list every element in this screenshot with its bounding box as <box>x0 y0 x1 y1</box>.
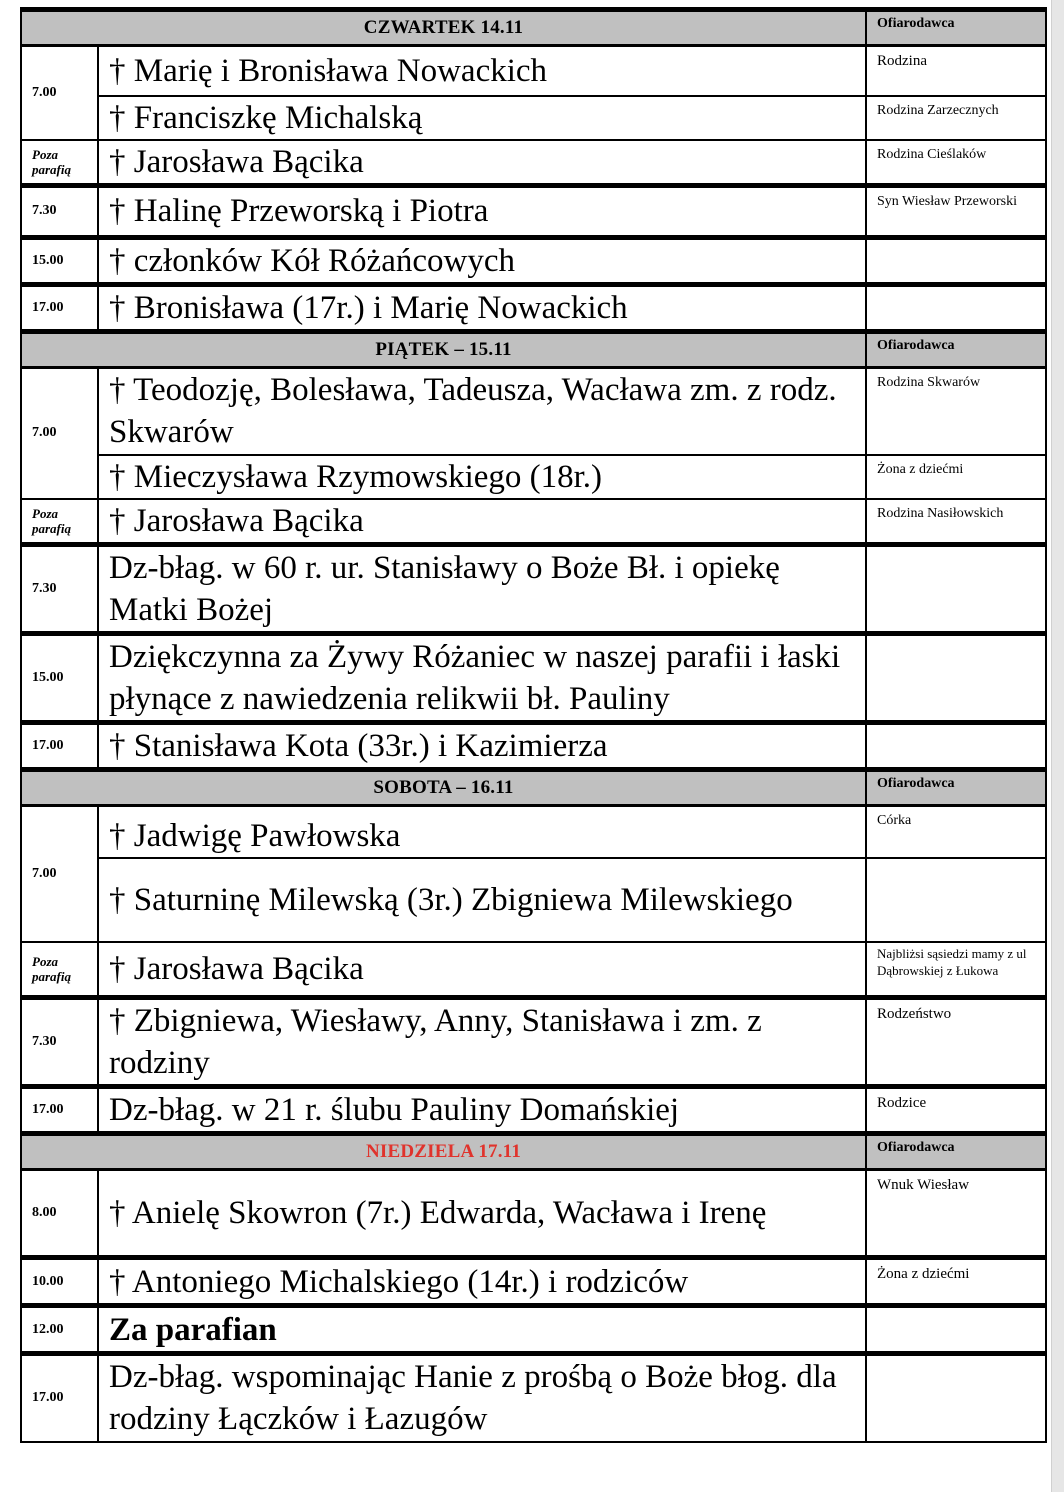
table-row <box>21 237 1046 284</box>
donor <box>866 284 1046 331</box>
donor: Rodzina Zarzecznych <box>866 96 1046 140</box>
donor: Rodzeństwo <box>866 998 1046 1087</box>
day-header-friday <box>21 331 1046 367</box>
donor <box>866 1306 1046 1354</box>
mass-intention: Dziękczynna za Żywy Różaniec w naszej parafii i łaski płynące z nawiedzenia relikwii bł. Pauliny <box>98 634 866 723</box>
table-row <box>21 806 1046 858</box>
table-row <box>21 1306 1046 1354</box>
donor: Rodzina Skwarów <box>866 367 1046 455</box>
table-row <box>21 858 1046 942</box>
mass-intention: † Marię i Bronisława Nowackich <box>98 46 866 96</box>
mass-time: 17.00 <box>21 284 98 331</box>
day-header-thursday <box>21 10 1046 46</box>
mass-intention: † Jarosława Bącika <box>98 140 866 186</box>
table-row <box>21 998 1046 1087</box>
donor: Córka <box>866 806 1046 858</box>
mass-time: 15.00 <box>21 634 98 723</box>
table-row <box>21 634 1046 723</box>
table-row <box>21 185 1046 237</box>
donor-column-header: Ofiarodawca <box>866 10 1046 46</box>
table-row <box>21 1087 1046 1134</box>
mass-intention: † Halinę Przeworską i Piotra <box>98 185 866 237</box>
table-row <box>21 1258 1046 1306</box>
mass-time: 7.00 <box>21 46 98 140</box>
day-title: NIEDZIELA 17.11 <box>21 1134 866 1170</box>
mass-intention: † Bronisława (17r.) i Marię Nowackich <box>98 284 866 331</box>
mass-time: 7.30 <box>21 545 98 634</box>
donor: Najbliżsi sąsiedzi mamy z ul Dąbrowskiej z Łukowa <box>866 942 1046 998</box>
mass-schedule <box>20 7 1045 1443</box>
donor-column-header: Ofiarodawca <box>866 770 1046 806</box>
day-header-saturday <box>21 770 1046 806</box>
day-title: PIĄTEK – 15.11 <box>21 331 866 367</box>
donor: Rodzina <box>866 46 1046 96</box>
mass-intention: † Anielę Skowron (7r.) Edwarda, Wacława i Irenę <box>98 1170 866 1258</box>
mass-time: 17.00 <box>21 1354 98 1442</box>
mass-intention: † Teodozję, Bolesława, Tadeusza, Wacława zm. z rodz. Skwarów <box>98 367 866 455</box>
mass-time: 7.00 <box>21 367 98 499</box>
mass-intention: † Saturninę Milewską (3r.) Zbigniewa Milewskiego <box>98 858 866 942</box>
donor: Żona z dziećmi <box>866 455 1046 499</box>
mass-intention: Dz-błag. wspominając Hanie z prośbą o Boże błog. dla rodziny Łączków i Łazugów <box>98 1354 866 1442</box>
mass-location-note: Poza parafią <box>21 942 98 998</box>
table-row <box>21 284 1046 331</box>
mass-location-note: Poza parafią <box>21 140 98 186</box>
mass-time: 7.30 <box>21 185 98 237</box>
table-row <box>21 1170 1046 1258</box>
mass-time: 7.30 <box>21 998 98 1087</box>
donor-column-header: Ofiarodawca <box>866 1134 1046 1170</box>
mass-intention: † Antoniego Michalskiego (14r.) i rodziców <box>98 1258 866 1306</box>
mass-intention: † członków Kół Różańcowych <box>98 237 866 284</box>
table-row <box>21 1354 1046 1442</box>
mass-time: 17.00 <box>21 1087 98 1134</box>
mass-intention: † Franciszkę Michalską <box>98 96 866 140</box>
mass-time: 8.00 <box>21 1170 98 1258</box>
mass-intention: † Stanisława Kota (33r.) i Kazimierza <box>98 723 866 770</box>
donor <box>866 723 1046 770</box>
mass-intention: † Jarosława Bącika <box>98 499 866 545</box>
mass-intention: † Mieczysława Rzymowskiego (18r.) <box>98 455 866 499</box>
table-row <box>21 46 1046 96</box>
table-row <box>21 455 1046 499</box>
donor-column-header: Ofiarodawca <box>866 331 1046 367</box>
table-row <box>21 723 1046 770</box>
mass-intention: † Jarosława Bącika <box>98 942 866 998</box>
table-row <box>21 367 1046 455</box>
mass-intention: Dz-błag. w 60 r. ur. Stanisławy o Boże Bł. i opiekę Matki Bożej <box>98 545 866 634</box>
scrollbar-track[interactable] <box>1051 0 1064 1492</box>
day-title: SOBOTA – 16.11 <box>21 770 866 806</box>
mass-time: 15.00 <box>21 237 98 284</box>
mass-intention: † Jadwigę Pawłowska <box>98 806 866 858</box>
donor: Rodzina Cieślaków <box>866 140 1046 186</box>
donor <box>866 634 1046 723</box>
mass-time: 10.00 <box>21 1258 98 1306</box>
mass-intention: † Zbigniewa, Wiesławy, Anny, Stanisława i zm. z rodziny <box>98 998 866 1087</box>
mass-time: 17.00 <box>21 723 98 770</box>
table-row <box>21 499 1046 545</box>
mass-intentions-table <box>20 7 1047 1443</box>
donor <box>866 545 1046 634</box>
table-row <box>21 545 1046 634</box>
table-row <box>21 942 1046 998</box>
donor <box>866 858 1046 942</box>
table-row <box>21 96 1046 140</box>
mass-location-note: Poza parafią <box>21 499 98 545</box>
table-row <box>21 140 1046 186</box>
donor: Wnuk Wiesław <box>866 1170 1046 1258</box>
mass-time: 12.00 <box>21 1306 98 1354</box>
donor <box>866 237 1046 284</box>
mass-time: 7.00 <box>21 806 98 942</box>
day-title: CZWARTEK 14.11 <box>21 10 866 46</box>
mass-intention: Za parafian <box>98 1306 866 1354</box>
donor: Syn Wiesław Przeworski <box>866 185 1046 237</box>
mass-intention: Dz-błag. w 21 r. ślubu Pauliny Domańskiej <box>98 1087 866 1134</box>
donor: Rodzina Nasiłowskich <box>866 499 1046 545</box>
day-header-sunday <box>21 1134 1046 1170</box>
donor <box>866 1354 1046 1442</box>
donor: Rodzice <box>866 1087 1046 1134</box>
donor: Żona z dziećmi <box>866 1258 1046 1306</box>
